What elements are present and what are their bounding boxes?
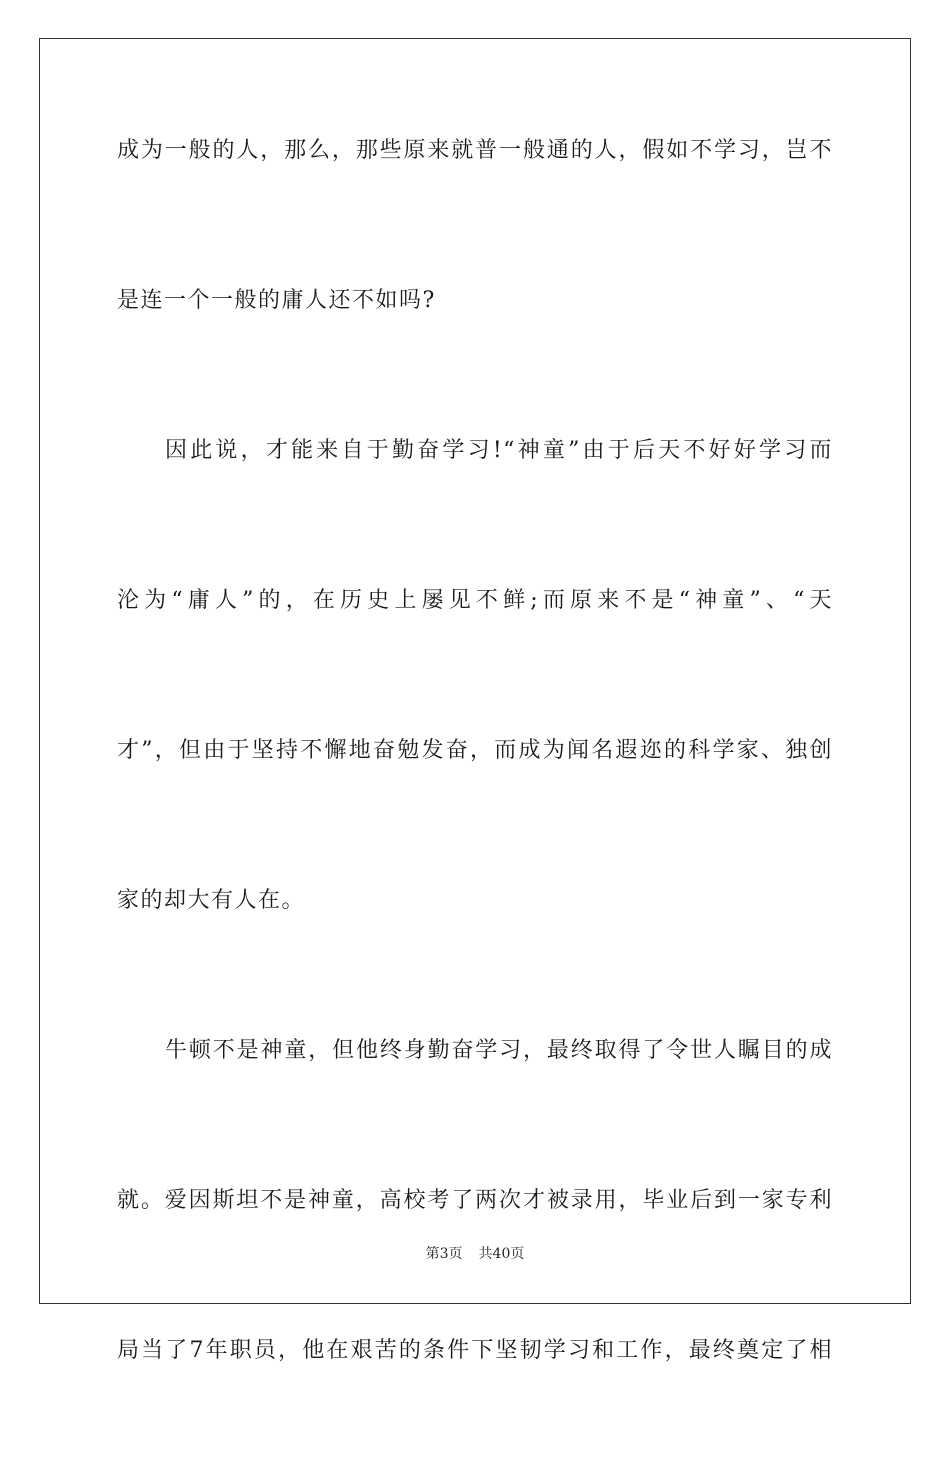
text-line: 局当了7年职员，他在艰苦的条件下坚韧学习和工作，最终奠定了相 — [117, 1338, 833, 1363]
page-total: 共40页 — [478, 1246, 525, 1262]
document-body — [117, 126, 833, 1476]
page-footer — [0, 1243, 950, 1263]
paragraph-start-line: 牛顿不是神童，但他终身勤奋学习，最终取得了令世人瞩目的成 — [165, 1038, 833, 1063]
page-number: 第3页 — [425, 1246, 463, 1262]
text-line: 家的却大有人在。 — [117, 888, 306, 913]
text-line: 成为一般的人，那么，那些原来就普一般通的人，假如不学习，岂不 — [117, 138, 833, 163]
text-line: 是连一个一般的庸人还不如吗? — [117, 288, 436, 313]
paragraph-start-line: 因此说，才能来自于勤奋学习!“神童”由于后天不好好学习而 — [165, 438, 833, 463]
text-line: 就。爱因斯坦不是神童，高校考了两次才被录用，毕业后到一家专利 — [117, 1188, 833, 1213]
text-line: 才”，但由于坚持不懈地奋勉发奋，而成为闻名遐迩的科学家、独创 — [117, 738, 833, 763]
text-line: 沦为“庸人”的，在历史上屡见不鲜;而原来不是“神童”、“天 — [117, 588, 833, 613]
